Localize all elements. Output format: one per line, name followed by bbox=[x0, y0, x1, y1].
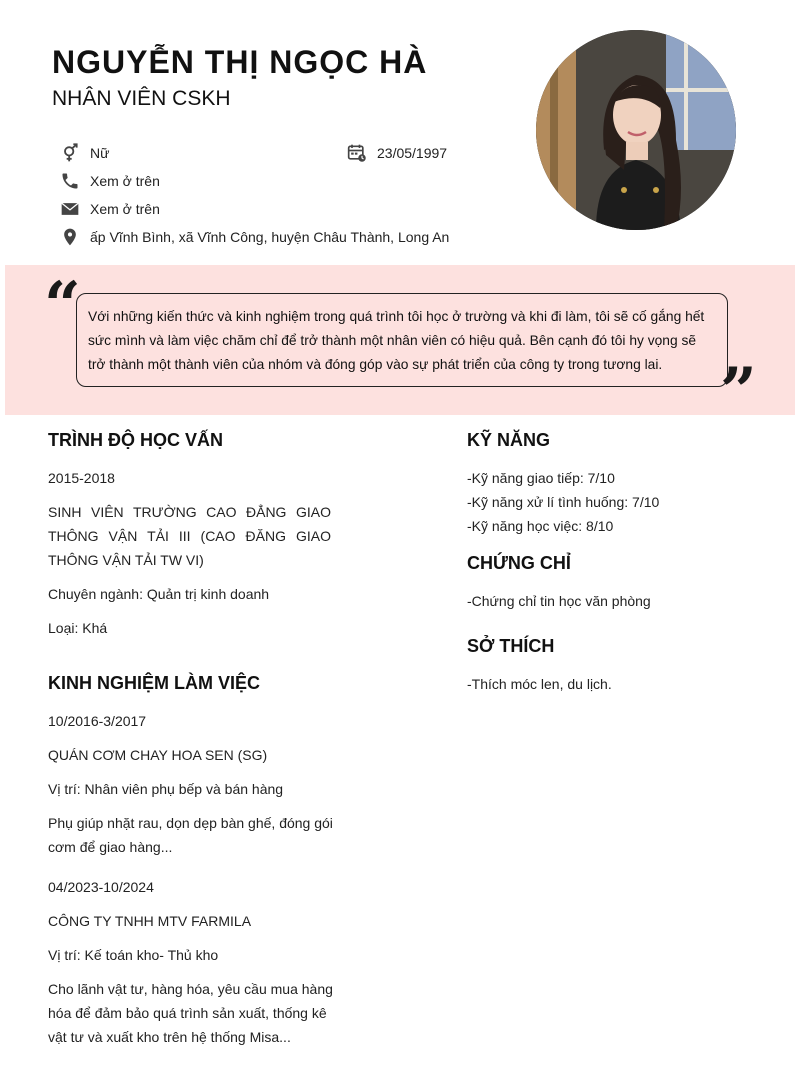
education-school: SINH VIÊN TRƯỜNG CAO ĐẲNG GIAO THÔNG VẬN TẢI III (CAO ĐĂNG GIAO THÔNG VẬN TẢI TW VI) bbox=[48, 504, 331, 568]
job-period: 04/2023-10/2024 bbox=[48, 879, 154, 895]
email-text: Xem ở trên bbox=[90, 201, 160, 217]
map-pin-icon bbox=[60, 227, 80, 247]
skill-item: -Kỹ năng xử lí tình huống: 7/10 bbox=[467, 494, 660, 510]
phone-row bbox=[60, 171, 160, 191]
job-company: CÔNG TY TNHH MTV FARMILA bbox=[48, 913, 252, 929]
email-row bbox=[60, 199, 160, 219]
envelope-icon bbox=[60, 199, 80, 219]
education-major: Chuyên ngành: Quản trị kinh doanh bbox=[48, 586, 270, 602]
experience-title: KINH NGHIỆM LÀM VIỆC bbox=[48, 673, 261, 693]
skill-item: -Kỹ năng giao tiếp: 7/10 bbox=[467, 470, 615, 486]
education-period: 2015-2018 bbox=[48, 470, 115, 486]
gender-row bbox=[60, 143, 109, 163]
certificates-title: CHỨNG CHỈ bbox=[467, 553, 571, 573]
address-row bbox=[60, 227, 449, 247]
quote-close-icon: ” bbox=[720, 354, 757, 429]
job-position: Vị trí: Nhân viên phụ bếp và bán hàng bbox=[48, 781, 284, 797]
birthday-row bbox=[347, 143, 447, 163]
job-title: NHÂN VIÊN CSKH bbox=[52, 87, 231, 110]
avatar bbox=[536, 30, 736, 230]
birthday-text: 23/05/1997 bbox=[377, 145, 448, 161]
candidate-name: NGUYỄN THỊ NGỌC HÀ bbox=[52, 44, 428, 80]
skill-item: -Kỹ năng học việc: 8/10 bbox=[467, 518, 614, 534]
education-grade: Loại: Khá bbox=[48, 620, 108, 636]
job-company: QUÁN CƠM CHAY HOA SEN (SG) bbox=[48, 747, 268, 763]
address-text: ấp Vĩnh Bình, xã Vĩnh Công, huyện Châu Thành, Long An bbox=[90, 229, 450, 245]
objective-text: Với những kiến thức và kinh nghiệm trong quá trình tôi học ở trường và khi đi làm, tôi sẽ cố gắng hết sức mình và làm việc chăm chỉ để trở thành một nhân viên có hiệu quả. Bên cạnh đó tôi hy vọng sẽ trở thành một thành viên của nhóm và đóng góp vào sự phát triển của công ty trong tương lai. bbox=[76, 293, 728, 387]
certificate-item: -Chứng chỉ tin học văn phòng bbox=[467, 593, 651, 609]
phone-icon bbox=[60, 171, 80, 191]
job-description: Cho lãnh vật tư, hàng hóa, yêu cầu mua hàng hóa để đảm bảo quá trình sản xuất, thống kê vật tư và xuất kho trên hệ thống Misa... bbox=[48, 981, 333, 1045]
phone-text: Xem ở trên bbox=[90, 173, 160, 189]
job-position: Vị trí: Kế toán kho- Thủ kho bbox=[48, 947, 219, 963]
gender-icon bbox=[60, 143, 80, 163]
hobbies-title: SỞ THÍCH bbox=[467, 636, 555, 656]
education-title: TRÌNH ĐỘ HỌC VẤN bbox=[48, 430, 223, 450]
skills-title: KỸ NĂNG bbox=[467, 430, 551, 450]
job-description: Phụ giúp nhặt rau, dọn dẹp bàn ghế, đóng gói cơm để giao hàng... bbox=[48, 815, 333, 855]
hobby-item: -Thích móc len, du lịch. bbox=[467, 676, 612, 692]
job-period: 10/2016-3/2017 bbox=[48, 713, 147, 729]
quote-open-icon: “ bbox=[44, 268, 81, 343]
calendar-icon bbox=[347, 143, 367, 163]
gender-text: Nữ bbox=[90, 145, 110, 161]
